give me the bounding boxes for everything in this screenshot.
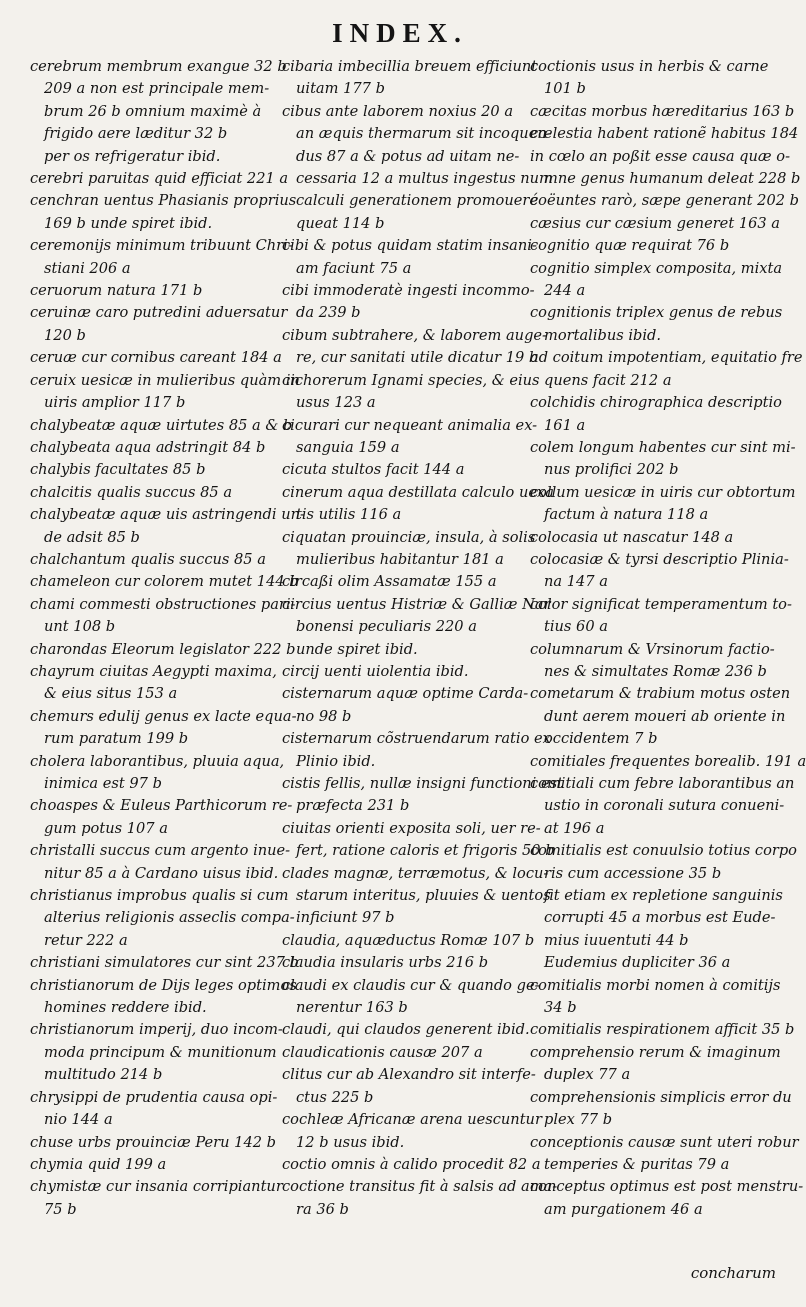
index-entry: [530, 482, 796, 527]
index-entry-line: fit etiam ex repletione sanguinis: [544, 887, 783, 905]
index-entry-line: christiani simulatores cur sint 237 b: [30, 954, 299, 972]
catchword: concharum: [690, 1264, 776, 1282]
index-entry-line: cognitio simplex composita, mixta: [530, 259, 783, 277]
index-entry-line: comitiales frequentes borealib. 191 a: [530, 752, 806, 770]
index-entry-line: comitialis respirationem afficit 35 b: [530, 1021, 795, 1039]
index-entry-line: nes & simultates Romæ 236 b: [544, 662, 767, 680]
index-entry: [30, 437, 282, 459]
index-entry: [530, 146, 801, 191]
index-entry-line: inficiunt 97 b: [296, 909, 395, 927]
index-entry: [530, 437, 796, 482]
index-entry-line: colchidis chirographica descriptio: [530, 394, 782, 412]
index-entry-line: claudi ex claudis cur & quando ge-: [282, 976, 540, 994]
index-entry-line: alterius religionis asseclis compa-: [44, 909, 295, 927]
index-entry-line: comprehensionis simplicis error du: [530, 1088, 792, 1106]
index-entry: [282, 1176, 558, 1221]
index-entry-line: Plinio ibid.: [296, 752, 376, 770]
index-entry-line: 244 a: [544, 282, 586, 300]
index-entry-line: ustio in coronali sutura conueni-: [544, 797, 785, 815]
index-entry-line: na 147 a: [544, 573, 608, 591]
index-entry: [30, 1019, 282, 1086]
index-entry-line: at 196 a: [544, 819, 605, 837]
index-entry-line: comitiali cum febre laborantibus an: [530, 775, 795, 792]
index-entry: [530, 773, 795, 840]
index-entry-line: re, cur sanitati utile dicatur 19 b: [296, 349, 539, 367]
index-entry-line: cibi immoderatè ingesti incommo-: [282, 282, 535, 300]
index-entry: [282, 56, 538, 101]
index-entry-line: chalybeatæ aquæ uirtutes 85 a & b: [30, 416, 293, 434]
index-entry-line: colocasia ut nascatur 148 a: [530, 528, 734, 546]
index-entry: [30, 706, 297, 751]
index-entry: [30, 751, 285, 796]
index-entry-line: cognitionis triplex genus de rebus: [530, 304, 783, 322]
index-entry: [282, 661, 534, 683]
index-entry-line: cenchran uentus Phasianis proprius: [30, 192, 297, 210]
index-entry-line: nus prolifici 202 b: [544, 461, 679, 479]
index-entry-line: temperies & puritas 79 a: [544, 1155, 730, 1173]
index-entry-line: comitialis morbi nomen à comitijs: [530, 976, 781, 994]
index-entry-line: cibi & potus quidam statim insani-: [282, 237, 537, 255]
index-entry: [282, 101, 553, 235]
index-entry: [30, 415, 293, 437]
index-entry-line: circaßi olim Assamatæ 155 a: [282, 573, 497, 591]
index-entry-line: clitus cur ab Alexandro sit interfe-: [282, 1066, 536, 1084]
index-entry-line: cæcitas morbus hæreditarius 163 b: [530, 102, 795, 120]
index-entry-line: per os refrigeratur ibid.: [44, 147, 221, 165]
index-entry-line: chalybeatæ aquæ uis astringendi un-: [30, 506, 305, 524]
index-entry-line: chalchantum qualis succus 85 a: [30, 550, 266, 568]
index-entry: [30, 1176, 282, 1221]
index-entry: [530, 123, 799, 145]
index-entry-line: chameleon cur colorem mutet 144 b: [30, 573, 299, 591]
index-column-3: [530, 56, 806, 1221]
page-title: INDEX.: [332, 18, 468, 48]
index-entry-line: coctione transitus fit à salsis ad ama-: [282, 1178, 558, 1196]
index-entry: [282, 975, 540, 1020]
index-entry: [30, 190, 297, 235]
index-entry: [282, 728, 551, 773]
index-entry: [30, 504, 305, 549]
index-entry: [282, 594, 551, 661]
index-entry-line: inimica est 97 b: [44, 775, 162, 792]
index-entry: [530, 258, 782, 303]
index-entry: [30, 661, 282, 706]
index-entry-line: cochleæ Africanæ arena uescuntur: [282, 1111, 542, 1129]
index-entry-line: 209 a non est principale mem-: [44, 80, 270, 98]
index-entry-line: charondas Eleorum legislator 222 b: [30, 640, 296, 658]
index-entry-line: cistis fellis, nullæ insigni functioni est: [282, 775, 563, 792]
index-entry-line: coëuntes rarò, sæpe generant 202 b: [530, 192, 799, 210]
index-entry-line: mulieribus habitantur 181 a: [296, 550, 504, 568]
index-entry-line: claudia, aquæductus Romæ 107 b: [282, 931, 535, 949]
index-entry-line: am purgationem 46 a: [544, 1200, 703, 1218]
index-entry-line: colocasiæ & tyrsi descriptio Plinia-: [530, 550, 789, 568]
index-entry: [282, 280, 534, 325]
index-entry: [530, 549, 789, 594]
index-entry: [282, 527, 534, 572]
index-entry-line: de adsit 85 b: [44, 528, 140, 546]
index-entry-line: coctio omnis à calido procedit 82 a: [282, 1155, 541, 1173]
index-entry-line: am faciunt 75 a: [296, 259, 412, 277]
index-entry-line: chemurs edulij genus ex lacte equa-: [30, 707, 297, 725]
index-entry-line: & eius situs 153 a: [44, 685, 178, 703]
index-entry: [282, 415, 538, 460]
index-entry: [282, 325, 547, 370]
index-entry-line: cometarum & trabium motus osten: [530, 685, 791, 703]
index-entry: [30, 370, 300, 415]
index-entry-line: cognitio quæ requirat 76 b: [530, 237, 730, 255]
index-entry: [530, 840, 797, 974]
index-entry-line: collum uesicæ in uiris cur obtortum: [530, 483, 796, 501]
index-entry-line: quens facit 212 a: [544, 371, 672, 389]
index-entry: [530, 683, 791, 750]
index-entry-line: cicuta stultos facit 144 a: [282, 461, 465, 479]
index-entry-line: præfecta 231 b: [296, 797, 410, 815]
index-entry-line: homines reddere ibid.: [44, 999, 207, 1017]
index-entry: [282, 1019, 534, 1041]
index-entry-line: cerebri paruitas quid efficiat 221 a: [30, 170, 289, 188]
index-entry: [530, 302, 782, 347]
index-entry: [282, 1109, 542, 1154]
index-entry-line: ceremonijs minimum tribuunt Chri-: [30, 237, 293, 255]
index-entry-line: chayrum ciuitas Aegypti maxima,: [30, 662, 277, 680]
index-entry-line: dunt aerem moueri ab oriente in: [544, 707, 786, 725]
index-entry-line: chalcitis qualis succus 85 a: [30, 483, 233, 501]
index-entry-line: cisternarum aquæ optime Carda-: [282, 685, 529, 703]
index-entry: [282, 952, 534, 974]
index-entry-line: colem longum habentes cur sint mi-: [530, 438, 796, 456]
index-entry-line: tius 60 a: [544, 618, 608, 636]
index-entry: [282, 459, 534, 481]
index-entry-line: cinerum aqua destillata calculo uexa: [282, 483, 554, 501]
index-entry: [530, 190, 799, 212]
index-entry: [30, 280, 282, 302]
index-entry: [282, 1064, 534, 1109]
index-entry-line: factum à natura 118 a: [544, 506, 709, 524]
index-entry-line: usus 123 a: [296, 394, 376, 412]
index-entry: [530, 1176, 804, 1221]
index-entry-line: chami commesti obstructiones pari-: [30, 595, 296, 613]
index-entry-line: plex 77 b: [544, 1111, 613, 1129]
index-entry: [530, 527, 782, 549]
index-entry: [30, 347, 282, 369]
index-entry-line: ctus 225 b: [296, 1088, 374, 1106]
index-entry-line: 169 b unde spiret ibid.: [44, 214, 213, 232]
index-entry-line: fert, ratione caloris et frigoris 50 b: [296, 842, 555, 860]
index-entry: [282, 482, 554, 527]
index-entry-line: mne genus humanum deleat 228 b: [544, 170, 801, 188]
index-entry-line: cibus ante laborem noxius 20 a: [282, 102, 514, 120]
index-entry-line: calculi generationem promoueré: [296, 192, 538, 210]
index-entry-line: ceruæ cur cornibus careant 184 a: [30, 349, 282, 367]
index-entry-line: stiani 206 a: [44, 259, 131, 277]
index-entry: [30, 975, 297, 1020]
index-entry: [282, 930, 534, 952]
index-entry-line: unt 108 b: [44, 618, 116, 636]
index-entry-line: unde spiret ibid.: [296, 640, 418, 658]
index-entry: [282, 571, 534, 593]
index-entry-line: nio 144 a: [44, 1111, 113, 1129]
index-entry: [30, 235, 293, 280]
index-entry-line: in cœlo an poßit esse causa quæ o-: [530, 147, 790, 165]
index-entry: [30, 840, 291, 885]
index-entry-line: columnarum & Vrsinorum factio-: [530, 640, 775, 658]
index-entry: [530, 639, 782, 684]
index-entry-line: chalybeata aqua adstringit 84 b: [30, 438, 266, 456]
index-entry-line: an æquis thermarum sit incoquen-: [296, 125, 552, 143]
index-entry-line: cicurari cur nequeant animalia ex-: [282, 416, 538, 434]
index-entry-line: cibum subtrahere, & laborem auge-: [282, 326, 547, 344]
index-entry-line: cisternarum cõstruendarum ratio ex: [282, 730, 551, 748]
index-entry: [282, 1042, 534, 1064]
index-entry: [282, 773, 563, 818]
index-entry-line: occidentem 7 b: [544, 730, 658, 748]
index-entry-line: retur 222 a: [44, 931, 128, 949]
index-entry-line: frigido aere læditur 32 b: [44, 125, 228, 143]
index-entry: [530, 213, 782, 235]
index-entry-line: 120 b: [44, 326, 86, 344]
index-entry: [530, 101, 795, 123]
index-entry-line: cichorerum Ignami species, & eius: [282, 371, 540, 389]
index-entry: [30, 168, 289, 190]
index-entry-line: uitam 177 b: [296, 80, 385, 98]
index-entry: [530, 1087, 792, 1132]
index-entry-line: conceptionis causæ sunt uteri robur: [530, 1133, 799, 1151]
index-entry: [282, 818, 555, 863]
index-entry-line: da 239 b: [296, 304, 361, 322]
index-entry-line: starum interitus, pluuies & uentos: [296, 887, 551, 905]
index-entry: [530, 1019, 795, 1041]
index-entry-line: uiris amplior 117 b: [44, 394, 186, 412]
index-entry-line: ra 36 b: [296, 1200, 349, 1218]
index-entry: [30, 952, 299, 974]
index-entry: [30, 549, 282, 571]
index-entry-line: coctionis usus in herbis & carne: [530, 58, 769, 75]
index-entry: [530, 751, 806, 773]
index-entry-line: clades magnæ, terræmotus, & locu-: [282, 864, 549, 882]
index-entry: [530, 1132, 799, 1177]
index-entry-line: Eudemius dupliciter 36 a: [544, 954, 731, 972]
index-entry-line: chalybis facultates 85 b: [30, 461, 206, 479]
index-entry-line: ceruorum natura 171 b: [30, 282, 203, 300]
index-entry-line: color significat temperamentum to-: [530, 595, 792, 613]
index-entry-line: ciuitas orienti exposita soli, uer re-: [282, 819, 541, 837]
index-entry: [282, 1154, 541, 1176]
index-entry-line: rum paratum 199 b: [44, 730, 189, 748]
index-entry: [30, 594, 296, 639]
index-entry-line: dus 87 a & potus ad uitam ne-: [296, 147, 520, 165]
index-entry-line: 75 b: [44, 1200, 77, 1218]
index-entry-line: circius uentus Histriæ & Galliæ Nar: [282, 595, 551, 613]
index-entry: [30, 482, 282, 504]
index-entry: [30, 302, 288, 347]
index-entry-line: comprehensio rerum & imaginum: [530, 1043, 781, 1061]
index-entry-line: no 98 b: [296, 707, 352, 725]
index-entry-line: cœlestia habent rationẽ habitus 184: [530, 125, 799, 143]
index-entry-line: duplex 77 a: [544, 1066, 631, 1084]
index-entry: [282, 683, 534, 728]
index-entry-line: chymistæ cur insania corripiantur: [30, 1178, 283, 1196]
index-entry-line: tis utilis 116 a: [296, 506, 402, 524]
index-entry: [30, 795, 293, 840]
index-entry-line: 101 b: [544, 80, 586, 98]
index-entry-line: christalli succus cum argento inue-: [30, 842, 291, 860]
index-entry-line: bonensi peculiaris 220 a: [296, 618, 477, 636]
index-entry-line: ceruix uesicæ in mulieribus quàm in: [30, 371, 300, 389]
index-entry-line: ciquatan prouinciæ, insula, à solis: [282, 528, 536, 546]
index-entry: [30, 571, 299, 593]
index-entry-line: cerebrum membrum exangue 32 b: [30, 58, 287, 75]
index-entry-line: claudicationis causæ 207 a: [282, 1043, 483, 1061]
index-entry-line: sanguia 159 a: [296, 438, 400, 456]
index-entry-line: nerentur 163 b: [296, 999, 408, 1017]
index-entry-line: christianorum imperij, duo incom-: [30, 1021, 283, 1039]
index-entry: [30, 885, 295, 952]
index-entry: [30, 56, 287, 168]
index-entry: [30, 459, 282, 481]
index-entry-line: mius iuuentuti 44 b: [544, 931, 689, 949]
index-entry-line: moda principum & munitionum: [44, 1043, 277, 1061]
index-entry-line: ris cum accessione 35 b: [544, 864, 722, 882]
index-entry: [282, 370, 540, 415]
index-column-1: [30, 56, 305, 1221]
index-entry: [30, 639, 296, 661]
index-entry-line: brum 26 b omnium maximè à: [44, 102, 262, 120]
index-entry: [530, 975, 782, 1020]
index-entry-line: 12 b usus ibid.: [296, 1133, 405, 1151]
index-entry: [530, 1042, 782, 1087]
index-entry-line: corrupti 45 a morbus est Eude-: [544, 909, 776, 927]
index-entry: [30, 1087, 282, 1132]
index-entry: [30, 1154, 282, 1176]
index-entry-line: ad coitum impotentiam, equitatio fre: [530, 349, 803, 367]
index-entry-line: cholera laborantibus, pluuia aqua,: [30, 752, 285, 770]
index-entry-line: cibaria imbecillia breuem efficiunt: [282, 58, 538, 75]
index-entry: [282, 863, 551, 930]
index-entry-line: gum potus 107 a: [44, 819, 168, 837]
index-entry: [530, 235, 782, 257]
index-entry-line: chuse urbs prouinciæ Peru 142 b: [30, 1133, 276, 1151]
index-entry-line: christianorum de Dijs leges optimos: [30, 976, 297, 994]
index-entry-line: conceptus optimus est post menstru-: [530, 1178, 804, 1196]
index-entry: [530, 56, 782, 101]
index-entry: [282, 235, 537, 280]
index-entry-line: claudi, qui claudos generent ibid.: [282, 1021, 530, 1039]
index-entry-line: mortalibus ibid.: [544, 326, 662, 344]
index-entry-line: 161 a: [544, 416, 586, 434]
index-entry-line: circij uenti uiolentia ibid.: [282, 662, 469, 680]
index-entry-line: chymia quid 199 a: [30, 1155, 167, 1173]
index-entry-line: ceruinæ caro putredini aduersatur: [30, 304, 288, 322]
index-entry: [530, 594, 792, 639]
index-entry: [30, 1132, 282, 1154]
index-entry-line: cæsius cur cæsium generet 163 a: [530, 214, 781, 232]
index-entry-line: choaspes & Euleus Parthicorum re-: [30, 797, 293, 815]
index-entry: [530, 347, 803, 392]
index-entry-line: 34 b: [544, 999, 577, 1017]
index-entry-line: christianus improbus qualis si cum: [30, 887, 289, 905]
index-entry-line: claudia insularis urbs 216 b: [282, 954, 489, 972]
index-entry-line: chrysippi de prudentia causa opi-: [30, 1088, 278, 1106]
index-entry-line: nitur 85 a à Cardano uisus ibid.: [44, 864, 279, 882]
index-entry-line: cessaria 12 a multus ingestus num: [296, 170, 553, 188]
index-entry-line: comitialis est conuulsio totius corpo: [530, 842, 797, 860]
index-entry-line: multitudo 214 b: [44, 1066, 163, 1084]
index-entry-line: queat 114 b: [296, 214, 385, 232]
index-entry: [530, 392, 782, 437]
